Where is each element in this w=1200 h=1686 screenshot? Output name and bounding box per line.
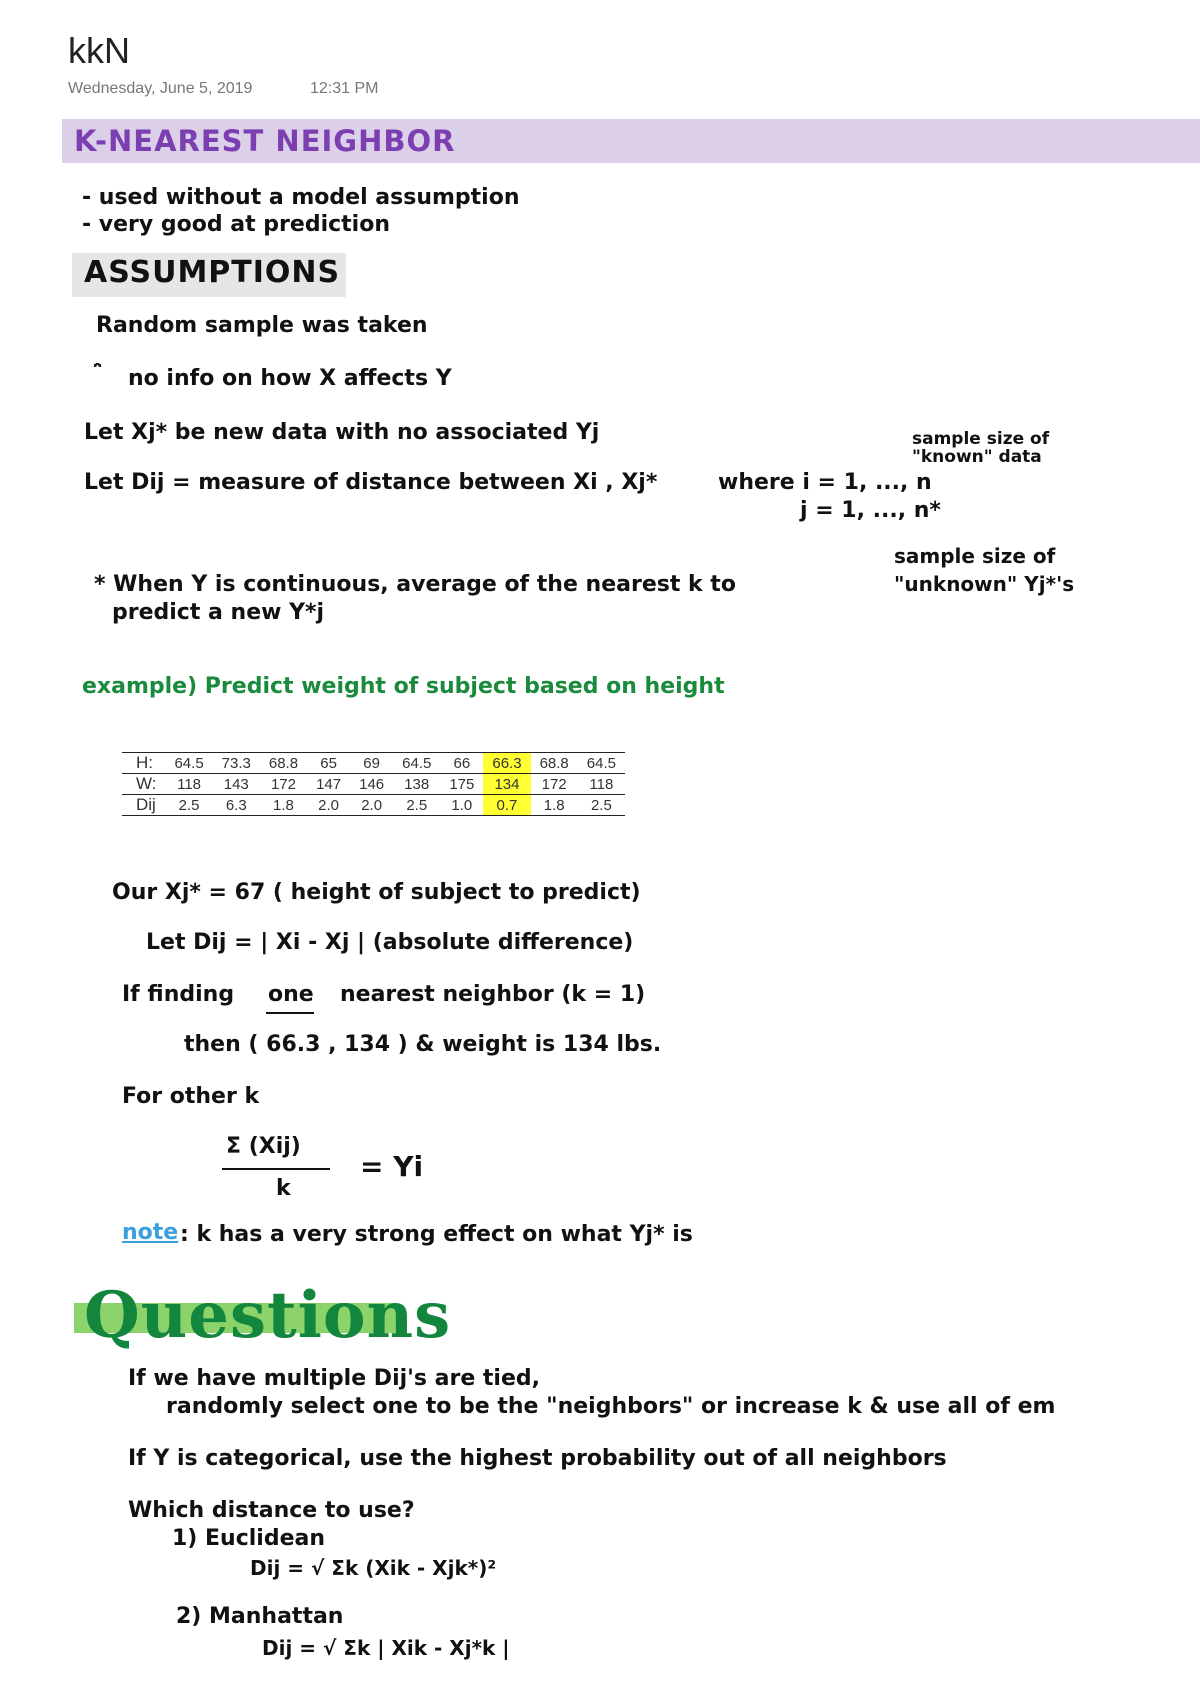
table-cell: 66.3 bbox=[483, 753, 530, 774]
page-title: kkN bbox=[68, 30, 130, 71]
definition-line: Let Dij = measure of distance between Xi , Xj* bbox=[84, 470, 658, 495]
index-range-i: where i = 1, ..., n bbox=[718, 470, 932, 495]
table-cell: 2.0 bbox=[307, 795, 350, 816]
definition-line: Let Xj* be new data with no associated Yj bbox=[84, 420, 600, 445]
calc-line: For other k bbox=[122, 1084, 260, 1109]
table-cell: 2.5 bbox=[393, 795, 440, 816]
table-cell: 1.8 bbox=[531, 795, 578, 816]
table-cell: 175 bbox=[440, 774, 483, 795]
distance-option: 1) Euclidean bbox=[172, 1526, 326, 1551]
table-cell: 64.5 bbox=[165, 753, 212, 774]
table-cell: 118 bbox=[165, 774, 212, 795]
table-cell: 6.3 bbox=[213, 795, 260, 816]
bullet-item: - very good at prediction bbox=[82, 212, 390, 237]
example-heading: example) Predict weight of subject based on height bbox=[82, 674, 725, 699]
questions-heading: Questions bbox=[84, 1278, 452, 1353]
assumption-line: Random sample was taken bbox=[96, 313, 428, 338]
underline bbox=[266, 1012, 314, 1014]
annotation-unknown: sample size of bbox=[894, 544, 1056, 568]
table-cell: 73.3 bbox=[213, 753, 260, 774]
table-cell: 172 bbox=[260, 774, 307, 795]
table-cell: 146 bbox=[350, 774, 393, 795]
calc-line: Let Dij = | Xi - Xj | (absolute difference) bbox=[146, 930, 634, 955]
fraction-bar bbox=[222, 1168, 330, 1170]
table-cell: 172 bbox=[531, 774, 578, 795]
distance-option: 2) Manhattan bbox=[176, 1604, 344, 1629]
distance-formula: Dij = √ Σk | Xik - Xj*k | bbox=[262, 1636, 510, 1660]
table-cell: 65 bbox=[307, 753, 350, 774]
table-cell: 2.5 bbox=[165, 795, 212, 816]
table-cell: 1.0 bbox=[440, 795, 483, 816]
table-cell: 1.8 bbox=[260, 795, 307, 816]
page-date: Wednesday, June 5, 2019 bbox=[68, 80, 253, 97]
frown-face-icon: ¨̂ bbox=[92, 362, 103, 387]
question-line: randomly select one to be the "neighbors" or increase k & use all of em bbox=[166, 1394, 1056, 1419]
bullet-item: - used without a model assumption bbox=[82, 185, 520, 210]
section-heading: K-NEAREST NEIGHBOR bbox=[74, 124, 456, 158]
index-range-j: j = 1, ..., n* bbox=[800, 498, 941, 523]
annotation-known: sample size of "known" data bbox=[912, 429, 1050, 467]
table-cell: 68.8 bbox=[260, 753, 307, 774]
table-cell: 69 bbox=[350, 753, 393, 774]
table-cell: 64.5 bbox=[393, 753, 440, 774]
question-line: Which distance to use? bbox=[128, 1498, 415, 1523]
note-text: : k has a very strong effect on what Yj* is bbox=[180, 1222, 693, 1247]
fraction-denominator: k bbox=[276, 1176, 291, 1201]
table-row bbox=[122, 753, 625, 774]
table-cell: 143 bbox=[213, 774, 260, 795]
fraction-result: = Yi bbox=[360, 1150, 424, 1183]
note-label: note bbox=[122, 1220, 179, 1245]
table-cell: 138 bbox=[393, 774, 440, 795]
continuous-note: * When Y is continuous, average of the nearest k to bbox=[94, 572, 736, 597]
question-line: If Y is categorical, use the highest probability out of all neighbors bbox=[128, 1446, 947, 1471]
calc-line: nearest neighbor (k = 1) bbox=[340, 982, 646, 1007]
row-label: Dij bbox=[122, 795, 165, 816]
table-cell: 2.5 bbox=[578, 795, 625, 816]
table-row bbox=[122, 795, 625, 816]
assumptions-heading: ASSUMPTIONS bbox=[84, 255, 341, 290]
data-table bbox=[122, 752, 625, 816]
question-line: If we have multiple Dij's are tied, bbox=[128, 1366, 540, 1391]
table-row bbox=[122, 774, 625, 795]
page-time: 12:31 PM bbox=[310, 80, 379, 97]
calc-line: Our Xj* = 67 ( height of subject to predict) bbox=[112, 880, 641, 905]
row-label: H: bbox=[122, 753, 165, 774]
continuous-note: predict a new Y*j bbox=[112, 600, 325, 625]
annotation-unknown: "unknown" Yj*'s bbox=[894, 572, 1075, 596]
table-cell: 68.8 bbox=[531, 753, 578, 774]
table-cell: 147 bbox=[307, 774, 350, 795]
table-cell: 118 bbox=[578, 774, 625, 795]
fraction-numerator: Σ (Xij) bbox=[226, 1134, 301, 1159]
table-cell: 2.0 bbox=[350, 795, 393, 816]
table-cell: 64.5 bbox=[578, 753, 625, 774]
calc-emphasis: one bbox=[268, 982, 314, 1007]
row-label: W: bbox=[122, 774, 165, 795]
distance-formula: Dij = √ Σk (Xik - Xjk*)² bbox=[250, 1556, 497, 1580]
calc-line: then ( 66.3 , 134 ) & weight is 134 lbs. bbox=[184, 1032, 662, 1057]
assumption-line: no info on how X affects Y bbox=[128, 366, 452, 391]
table-cell: 66 bbox=[440, 753, 483, 774]
table-cell: 134 bbox=[483, 774, 530, 795]
calc-line: If finding bbox=[122, 982, 235, 1007]
table-cell: 0.7 bbox=[483, 795, 530, 816]
